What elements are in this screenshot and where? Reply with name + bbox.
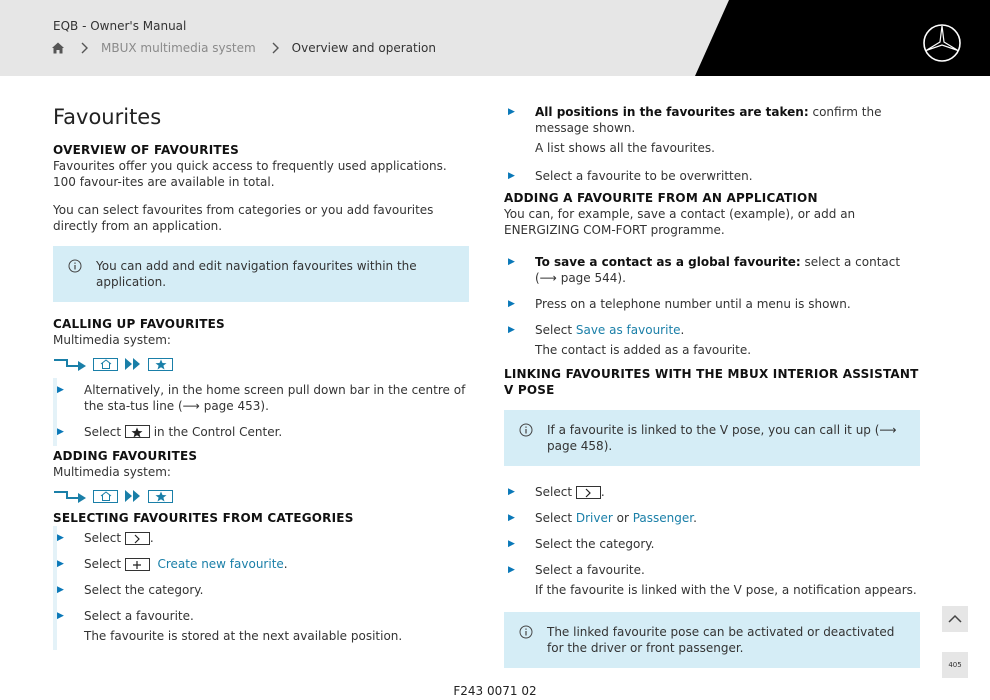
- step-body: [84, 608, 469, 644]
- breadcrumb-mbux[interactable]: MBUX multimedia system: [101, 41, 256, 55]
- step-text: Alternatively, in the home screen pull down bar in the centre of the sta-tus line (⟶ page 453).: [84, 383, 466, 413]
- driver-link[interactable]: Driver: [575, 511, 613, 525]
- selecting-steps: [53, 526, 469, 650]
- star-icon: [131, 427, 143, 438]
- step-body: [84, 424, 469, 440]
- step-item: [508, 292, 920, 318]
- info-icon: [519, 625, 533, 639]
- allpos-steps: [504, 104, 920, 190]
- step-arrow-icon: ▶: [508, 565, 515, 575]
- step-arrow-icon: ▶: [508, 325, 515, 335]
- home-button-symbol: [93, 358, 118, 371]
- favourites-star-symbol: [148, 490, 173, 503]
- adding-app-paragraph: You can, for example, save a contact (example), or add an ENERGIZING COM-FORT programme.: [504, 207, 856, 237]
- step-text: Select a favourite to be overwritten.: [535, 169, 753, 183]
- manual-title: EQB - Owner's Manual: [53, 19, 187, 33]
- step-text: confirm the message shown.: [535, 105, 882, 135]
- step-arrow-icon: ▶: [508, 107, 515, 117]
- step-item: [508, 532, 920, 558]
- step-item: [508, 506, 920, 532]
- step-body: [535, 104, 920, 156]
- linking-heading: LINKING FAVOURITES WITH THE MBUX INTERIOR ASSISTANT V POSE: [504, 367, 919, 397]
- step-arrow-icon: ▶: [57, 385, 64, 395]
- info-text: The linked favourite pose can be activated or deactivated for the driver or front passenger.: [547, 625, 895, 655]
- linking-steps: [504, 480, 920, 604]
- step-body: [535, 254, 920, 286]
- adding-app-heading: ADDING A FAVOURITE FROM AN APPLICATION: [504, 191, 818, 205]
- header-bar: [0, 0, 990, 76]
- breadcrumb-current: Overview and operation: [291, 41, 436, 55]
- favourites-star-symbol: [148, 358, 173, 371]
- home-button-symbol: [93, 490, 118, 503]
- step-arrow-icon: ▶: [57, 585, 64, 595]
- nav-path: [53, 356, 469, 372]
- step-body: [535, 562, 920, 598]
- step-body: Select Save as favourite. The contact is added as a favourite.: [535, 322, 920, 358]
- chevron-right-icon: [268, 41, 282, 55]
- step-result: The contact is added as a favourite.: [535, 343, 752, 357]
- step-arrow-icon: ▶: [57, 559, 64, 569]
- step-arrow-icon: ▶: [57, 611, 64, 621]
- step-arrow-icon: ▶: [57, 427, 64, 437]
- info-icon: [68, 259, 82, 273]
- right-column: [504, 104, 920, 682]
- step-text: Select a favourite.: [535, 563, 645, 577]
- path-arrow-icon: [53, 489, 87, 503]
- star-icon: [155, 491, 167, 502]
- info-box-navigation: [53, 246, 469, 302]
- next-button-symbol: [125, 532, 150, 545]
- info-icon: [519, 423, 533, 437]
- step-text: select a contact (⟶ page 544).: [535, 255, 901, 285]
- chevron-up-icon: [948, 614, 962, 624]
- calling-heading: CALLING UP FAVOURITES: [53, 317, 225, 331]
- home-icon: [100, 359, 112, 369]
- step-body: Select .: [84, 531, 154, 545]
- step-text: Select the category.: [535, 537, 655, 551]
- step-text: Select: [84, 425, 122, 439]
- home-icon[interactable]: [51, 41, 65, 55]
- step-arrow-icon: ▶: [508, 487, 515, 497]
- plus-icon: [132, 560, 142, 570]
- step-item: [57, 604, 469, 650]
- page-number-badge: 405: [942, 652, 968, 678]
- step-item: [57, 378, 469, 420]
- overview-heading: OVERVIEW OF FAVOURITES: [53, 143, 239, 157]
- chevron-right-icon: [132, 534, 142, 544]
- step-item: [508, 558, 920, 604]
- star-button-symbol: [125, 425, 150, 438]
- info-box-activation: [504, 612, 920, 668]
- step-item: [508, 250, 920, 292]
- chevron-right-icon: [583, 488, 593, 498]
- step-arrow-icon: ▶: [57, 533, 64, 543]
- step-body: Select .: [535, 485, 605, 499]
- step-arrow-icon: ▶: [508, 539, 515, 549]
- step-result: A list shows all the favourites.: [535, 141, 715, 155]
- step-arrow-icon: ▶: [508, 257, 515, 267]
- adding-subheading: Multimedia system:: [53, 465, 171, 479]
- calling-subheading: Multimedia system:: [53, 333, 171, 347]
- step-text: Press on a telephone number until a menu is shown.: [535, 297, 851, 311]
- step-item: [508, 480, 920, 506]
- breadcrumb: [51, 41, 436, 55]
- step-item: [57, 420, 469, 446]
- step-item: [508, 318, 920, 364]
- star-icon: [155, 359, 167, 370]
- save-as-favourite-link[interactable]: Save as favourite: [575, 323, 681, 337]
- step-arrow-icon: ▶: [508, 299, 515, 309]
- step-result: The favourite is stored at the next available position.: [84, 629, 403, 643]
- step-item: [57, 578, 469, 604]
- step-item: [57, 552, 469, 578]
- step-text: or: [616, 511, 629, 525]
- overview-paragraph: Favourites offer you quick access to frequently used applications. 100 favour-ites are available in total.: [53, 159, 447, 189]
- step-text: Select a favourite.: [84, 609, 194, 623]
- step-text: Select the category.: [84, 583, 204, 597]
- step-text: Select: [535, 485, 573, 499]
- selecting-heading: SELECTING FAVOURITES FROM CATEGORIES: [53, 511, 354, 525]
- mercedes-star-logo: [922, 23, 962, 63]
- double-chevron-icon: [124, 358, 142, 370]
- home-icon: [100, 491, 112, 501]
- add-button-symbol: [125, 558, 150, 571]
- scroll-to-top-button[interactable]: [942, 606, 968, 632]
- create-new-favourite-link[interactable]: Create new favourite: [157, 557, 284, 571]
- step-body: Select Create new favourite.: [84, 557, 288, 571]
- step-text: in the Control Center.: [153, 425, 283, 439]
- step-arrow-icon: ▶: [508, 171, 515, 181]
- info-text: You can add and edit navigation favourites within the application.: [96, 259, 417, 289]
- step-item: [508, 104, 920, 162]
- step-condition: All positions in the favourites are taken:: [535, 105, 809, 119]
- adding-heading: ADDING FAVOURITES: [53, 449, 198, 463]
- chevron-right-icon: [77, 41, 91, 55]
- footer-code: F243 0071 02: [453, 684, 537, 698]
- calling-steps: [53, 378, 469, 446]
- info-box-v-pose: [504, 410, 920, 466]
- step-item: [57, 526, 469, 552]
- step-text: Select: [535, 511, 573, 525]
- left-column: [53, 104, 469, 650]
- step-condition: To save a contact as a global favourite:: [535, 255, 801, 269]
- double-chevron-icon: [124, 490, 142, 502]
- next-button-symbol: [576, 486, 601, 499]
- path-arrow-icon: [53, 357, 87, 371]
- step-arrow-icon: ▶: [508, 513, 515, 523]
- step-text: Select: [535, 323, 573, 337]
- save-contact-steps: [504, 250, 920, 364]
- step-text: Select: [84, 557, 122, 571]
- passenger-link[interactable]: Passenger: [632, 511, 694, 525]
- step-result: If the favourite is linked with the V pose, a notification appears.: [535, 583, 917, 597]
- overview-paragraph-2: You can select favourites from categories or you add favourites directly from an application.: [53, 203, 434, 233]
- nav-path: [53, 488, 469, 504]
- step-body: Select Driver or Passenger.: [535, 511, 697, 525]
- step-text: Select: [84, 531, 122, 545]
- step-item: [508, 162, 920, 190]
- info-text: If a favourite is linked to the V pose, you can call it up (⟶ page 458).: [547, 423, 897, 453]
- page-title: Favourites: [53, 105, 162, 129]
